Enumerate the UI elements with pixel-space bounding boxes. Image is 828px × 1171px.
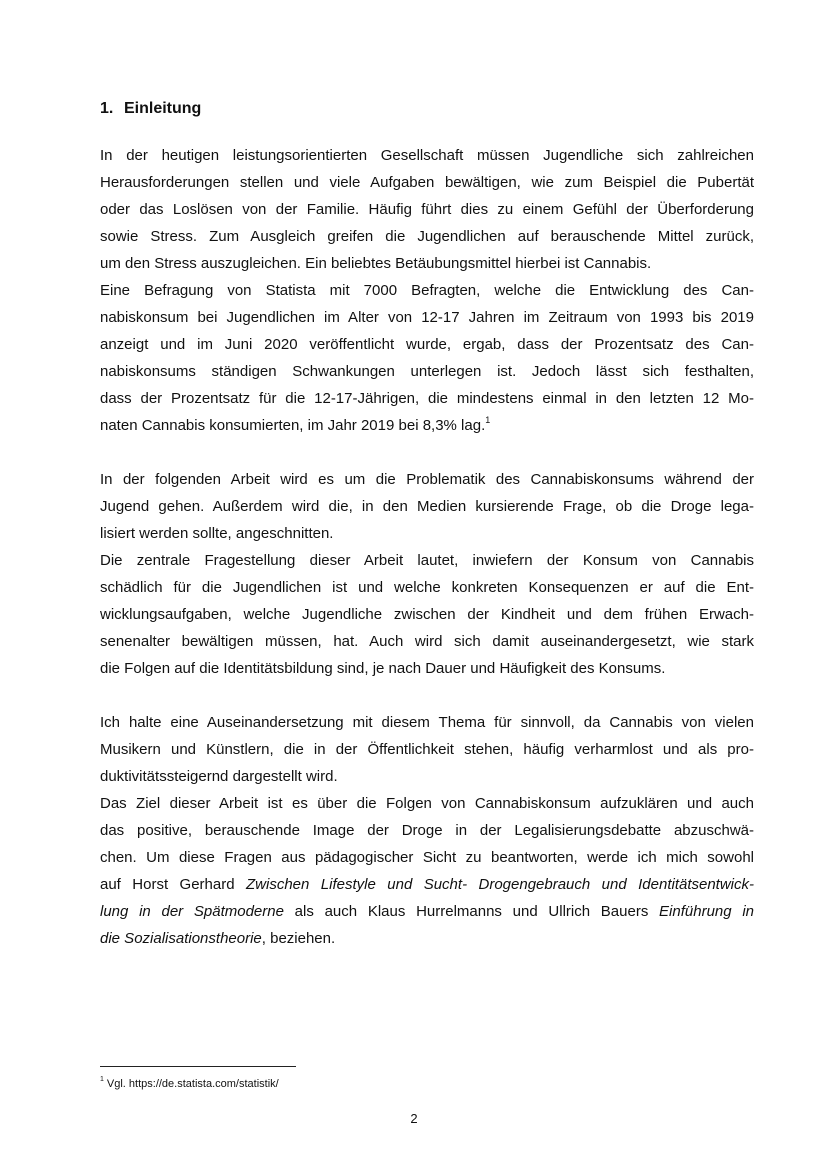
text-line: In der folgenden Arbeit wird es um die Problematik des Cannabiskonsums während der [100, 471, 754, 488]
text-line [100, 902, 754, 922]
text-line: chen. Um diese Fragen aus pädagogischer Sicht zu beantworten, werde ich mich sowohl [100, 849, 754, 866]
text-line: oder das Loslösen von der Familie. Häufig führt dies zu einem Gefühl der Überforderung [100, 201, 754, 218]
text-line: um den Stress auszugleichen. Ein beliebtes Betäubungsmittel hierbei ist Cannabis. [100, 255, 652, 272]
book-title-2-cont: die Sozialisationstheorie [100, 930, 262, 947]
text-line: Herausforderungen stellen und viele Aufgaben bewältigen, wie zum Beispiel die Pubertät [100, 174, 754, 191]
book-title-1: Zwischen Lifestyle und Sucht- Drogengebrauch und Identitätsentwick- [246, 876, 755, 893]
text-line [100, 929, 754, 949]
text-line: dass der Prozentsatz für die 12-17-Jährigen, die mindestens einmal in den letzten 12 Mo- [100, 390, 754, 407]
footnote [100, 1077, 279, 1091]
footnote-reference[interactable]: 1 [485, 415, 491, 425]
text-line: wicklungsaufgaben, welche Jugendliche zwischen der Kindheit und dem frühen Erwach- [100, 606, 754, 623]
text-line: In der heutigen leistungsorientierten Gesellschaft müssen Jugendliche sich zahlreichen [100, 147, 754, 164]
section-title: Einleitung [124, 100, 202, 117]
footnote-text: Vgl. https://de.statista.com/statistik/ [106, 1078, 279, 1090]
text-segment: auf Horst Gerhard [100, 876, 247, 893]
text-line: senenalter bewältigen müssen, hat. Auch wird sich damit auseinandergesetzt, wie stark [100, 633, 754, 650]
text-line: Ich halte eine Auseinandersetzung mit diesem Thema für sinnvoll, da Cannabis von vielen [100, 714, 754, 731]
footnote-mark: 1 [100, 1076, 104, 1084]
text-line: Eine Befragung von Statista mit 7000 Befragten, welche die Entwicklung des Can- [100, 282, 754, 299]
text-segment: als auch Klaus Hurrelmanns und Ullrich Bauers [283, 903, 660, 920]
text-line: Die zentrale Fragestellung dieser Arbeit lautet, inwiefern der Konsum von Cannabis [100, 552, 754, 569]
text-line-content: naten Cannabis konsumierten, im Jahr 2019 bei 8,3% lag. [100, 417, 486, 434]
footnote-separator [100, 1066, 296, 1067]
text-line: anzeigt und im Juni 2020 veröffentlicht wurde, ergab, dass der Prozentsatz des Can- [100, 336, 754, 353]
text-line: das positive, berauschende Image der Droge in der Legalisierungsdebatte abzuschwä- [100, 822, 754, 839]
text-line: Jugend gehen. Außerdem wird die, in den Medien kursierende Frage, ob die Droge lega- [100, 498, 754, 515]
page-number: 2 [410, 1111, 418, 1126]
text-line: lisiert werden sollte, angeschnitten. [100, 525, 334, 542]
text-line: duktivitätssteigernd dargestellt wird. [100, 768, 338, 785]
book-title-2: Einführung in [659, 903, 754, 920]
text-line: nabiskonsum bei Jugendlichen im Alter von 12-17 Jahren im Zeitraum von 1993 bis 2019 [100, 309, 754, 326]
text-line [100, 416, 754, 436]
section-heading [100, 99, 201, 119]
section-number: 1. [100, 100, 114, 117]
text-segment: , beziehen. [261, 930, 336, 947]
text-line [100, 875, 754, 895]
text-line: nabiskonsums ständigen Schwankungen unterlegen ist. Jedoch lässt sich festhalten, [100, 363, 754, 380]
book-title-1-cont: lung in der Spätmoderne [100, 903, 284, 920]
text-line: die Folgen auf die Identitätsbildung sind, je nach Dauer und Häufigkeit des Konsums. [100, 660, 666, 677]
text-line: sowie Stress. Zum Ausgleich greifen die Jugendlichen auf berauschende Mittel zurück, [100, 228, 754, 245]
text-line: schädlich für die Jugendlichen ist und welche konkreten Konsequenzen er auf die Ent- [100, 579, 754, 596]
text-line: Das Ziel dieser Arbeit ist es über die Folgen von Cannabiskonsum aufzuklären und auch [100, 795, 754, 812]
text-line: Musikern und Künstlern, die in der Öffentlichkeit stehen, häufig verharmlost und als pro- [100, 741, 754, 758]
